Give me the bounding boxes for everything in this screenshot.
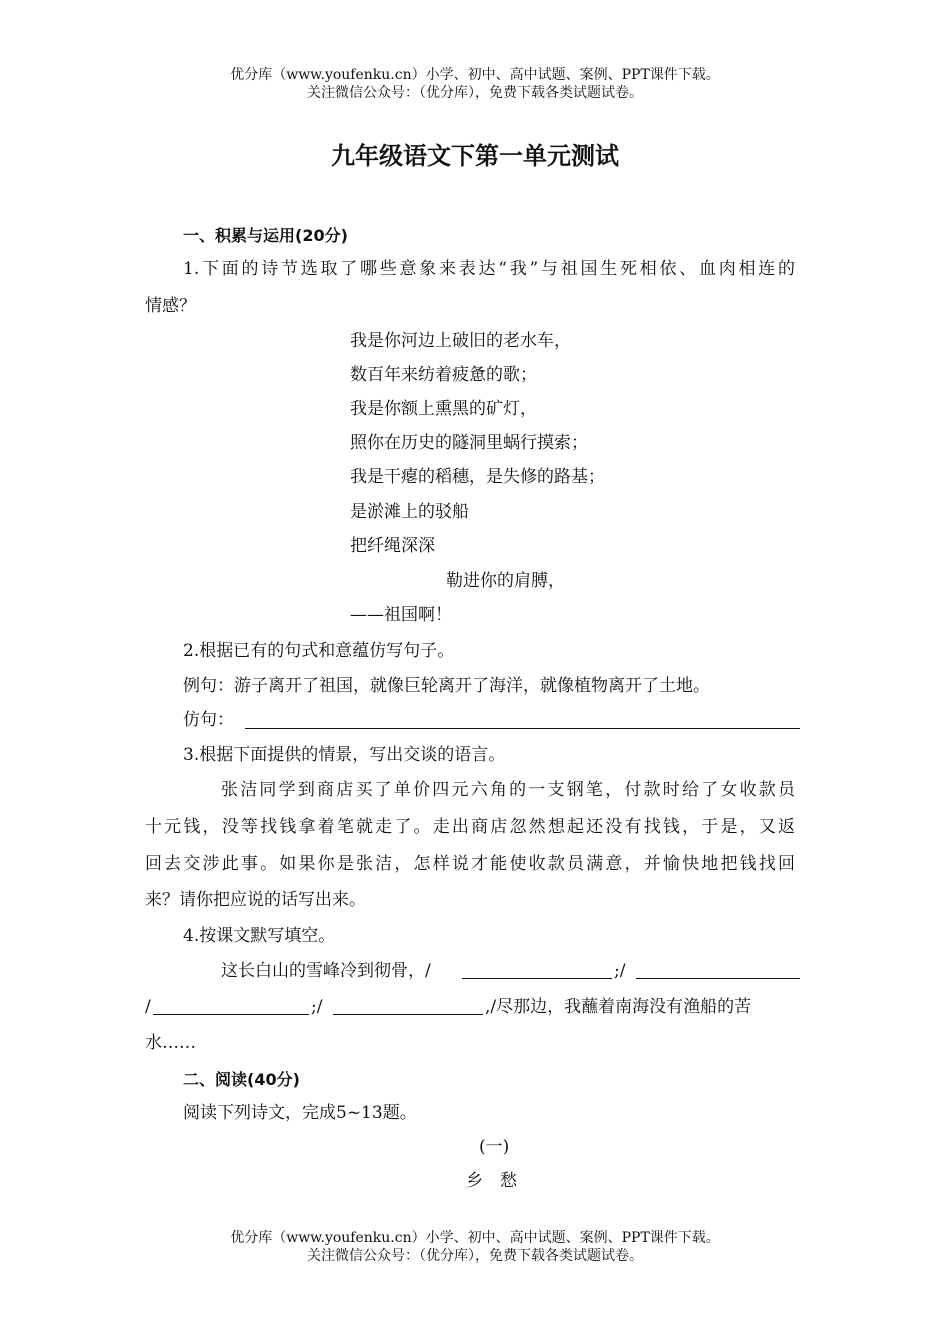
q4-blank-2[interactable] (636, 962, 800, 979)
q4-blank-1[interactable] (462, 962, 612, 979)
q4-blank-4[interactable] (333, 998, 483, 1015)
q4-separator: ;/ (311, 997, 323, 1017)
poem-line: 勒进你的肩膊， (446, 571, 565, 591)
footer-line-1: 优分库（www.youfenku.cn）小学、初中、高中试题、案例、PPT课件下载。 (230, 1230, 720, 1246)
reading-part-label: (一) (479, 1137, 510, 1157)
q4-blank-3[interactable] (153, 998, 309, 1015)
header-line-2: 关注微信公众号：（优分库），免费下载各类试题试卷。 (307, 85, 643, 101)
poem-line: 我是你额上熏黑的矿灯， (350, 399, 537, 419)
q4-fill-end: 水…… (145, 1033, 196, 1053)
page-title: 九年级语文下第一单元测试 (331, 142, 619, 170)
q2-imitate-label: 仿句： (183, 710, 234, 730)
poem-line: 我是你河边上破旧的老水车， (350, 331, 571, 351)
q1-line-2: 情感？ (145, 296, 196, 316)
q3-line-1: 3.根据下面提供的情景，写出交谈的语言。 (183, 745, 506, 765)
q4-fill-start: 这长白山的雪峰冷到彻骨，/ (221, 961, 431, 981)
poem-line: 是淤滩上的驳船 (350, 502, 469, 522)
q4-separator: / (145, 997, 151, 1017)
q3-para-line: 张洁同学到商店买了单价四元六角的一支钢笔，付款时给了女收款员 (221, 780, 795, 800)
q4-fill-tail: ,/尽那边，我蘸着南海没有渔船的苦 (485, 997, 752, 1017)
section-2-instruction: 阅读下列诗文，完成5~13题。 (183, 1103, 417, 1123)
q4-line-1: 4.按课文默写填空。 (183, 926, 336, 946)
q4-separator: ;/ (614, 961, 626, 981)
q2-example: 例句：游子离开了祖国，就像巨轮离开了海洋，就像植物离开了土地。 (183, 676, 710, 696)
poem-line: 把纤绳深深 (350, 536, 435, 556)
q3-para-line: 回去交涉此事。如果你是张洁，怎样说才能使收款员满意，并愉快地把钱找回 (145, 854, 795, 874)
poem-line: 照你在历史的隧洞里蜗行摸索； (350, 433, 588, 453)
q3-para-line: 来？请你把应说的话写出来。 (145, 890, 366, 910)
page-header (0, 66, 950, 102)
q2-line-1: 2.根据已有的句式和意蕴仿写句子。 (183, 641, 455, 661)
reading-poem-title: 乡 愁 (466, 1171, 517, 1191)
section-1-heading: 一、积累与运用(20分) (183, 226, 348, 245)
page-footer (0, 1229, 950, 1265)
q3-para-line: 十元钱，没等找钱拿着笔就走了。走出商店忽然想起还没有找钱，于是，又返 (145, 817, 795, 837)
header-line-1: 优分库（www.youfenku.cn）小学、初中、高中试题、案例、PPT课件下载。 (230, 67, 720, 83)
q2-answer-blank[interactable] (245, 712, 800, 729)
footer-line-2: 关注微信公众号：（优分库），免费下载各类试题试卷。 (307, 1248, 643, 1264)
section-2-heading: 二、阅读(40分) (183, 1070, 300, 1089)
q1-line-1: 1.下面的诗节选取了哪些意象来表达“我”与祖国生死相依、血肉相连的 (183, 259, 795, 279)
poem-line: ——祖国啊！ (350, 605, 452, 625)
poem-line: 我是干瘪的稻穗，是失修的路基； (350, 467, 605, 487)
poem-line: 数百年来纺着疲惫的歌； (350, 365, 537, 385)
